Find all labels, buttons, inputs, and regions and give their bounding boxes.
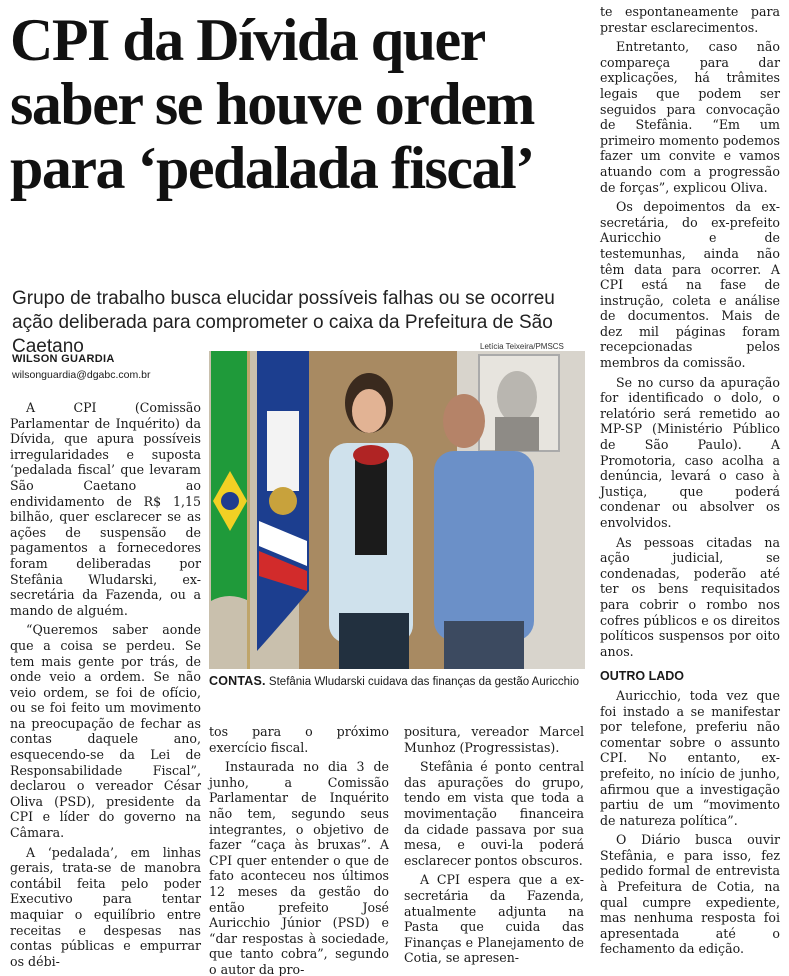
paragraph: A CPI (Comissão Parlamentar de Inquérito) da Dívida, que apura possíveis irregularidades e suposta ‘pedalada fiscal’ que levaram São Caetano ao endividamento de R$ 1,15 bilhão, quer esclarecer se as ações de suspensão de pagamentos a fornecedores foram deliberadas por Stefânia Wludarski, ex-secretária da Fazenda, ou a mando de alguém.	[10, 400, 201, 618]
subheadline: Grupo de trabalho busca elucidar possíveis falhas ou se ocorreu ação deliberada para comprometer o caixa da Prefeitura de São Caetano	[12, 288, 555, 357]
paragraph: Auricchio, toda vez que foi instado a se manifestar por telefone, preferiu não comentar sobre o assunto CPI. No entanto, ex-prefeito, no início de junho, afirmou que a investigação partiu de um “movimento de natureza política”.	[600, 687, 780, 828]
news-photo	[209, 351, 585, 669]
headline: CPI da Dívida quer saber se houve ordem para ‘pedalada fiscal’	[10, 7, 534, 201]
section-subtitle: OUTRO LADO	[600, 669, 685, 684]
paragraph: Se no curso da apuração for identificado o dolo, o relatório será remetido ao MP-SP (Ministério Público de São Paulo). A Promotoria, caso acolha a denúncia, levará o caso à Justiça, que poderá condenar ou absolver os envolvidos.	[600, 374, 780, 530]
article-column-3	[404, 724, 584, 970]
article-column-2	[209, 724, 389, 976]
article-column-4	[600, 4, 780, 961]
paragraph: “Queremos saber aonde que a coisa se perdeu. Se tem mais gente por trás, de onde veio a ordem. Se não veio ordem, se foi de ofício, ou se foi feito um movimento na preocupação de fechar as contas daquele ano, esquecendo-se da Lei de Responsabilidade Fiscal”, declarou o vereador César Oliva (PSD), presidente da CPI e líder do governo na Câmara.	[10, 622, 201, 841]
photo-illustration	[209, 351, 585, 669]
paragraph: Instaurada no dia 3 de junho, a Comissão Parlamentar de Inquérito não tem, segundo seus integrantes, o objetivo de fazer “caça às bruxas”. A CPI quer entender o que de fato aconteceu nos últimos 12 meses da gestão do então prefeito José Auricchio Júnior (PSD) e “dar respostas à sociedade, que tanto cobra”, segundo o autor da pro-	[209, 759, 389, 976]
paragraph: te espontaneamente para prestar esclarecimentos.	[600, 4, 780, 35]
author-name: WILSON GUARDIA	[12, 353, 115, 365]
paragraph: Os depoimentos da ex-secretária, do ex-prefeito Auricchio e de testemunhas, ainda não têm data para ocorrer. A CPI está na fase de instrução, coleta e análise de documentos. Mais de dez mil páginas foram recepcionadas pelos membros da comissão.	[600, 199, 780, 371]
paragraph: Entretanto, caso não compareça para dar explicações, há trâmites legais que podem ser seguidos para convocação de Stefânia. “Em um primeiro momento podemos fazer um convite e vamos atuando com a progressão de forças”, explicou Oliva.	[600, 39, 780, 195]
byline	[12, 351, 202, 383]
paragraph: As pessoas citadas na ação judicial, se condenadas, poderão até ter os bens requisitados para cobrir o rombo nos cofres públicos e os direitos políticos suspensos por oito anos.	[600, 534, 780, 659]
photo-caption	[209, 674, 589, 690]
paragraph: O Diário busca ouvir Stefânia, e para isso, fez pedido formal de entrevista à Prefeitura de Cotia, na qual cumpre expediente, mas nenhuma resposta foi apresentada até o fechamento da edição.	[600, 832, 780, 957]
article-column-1	[10, 400, 201, 973]
caption-kicker: CONTAS.	[209, 674, 266, 688]
author-email: wilsonguardia@dgabc.com.br	[12, 369, 151, 381]
paragraph: A CPI espera que a ex-secretária da Fazenda, atualmente adjunta na Pasta que cuida das Finanças e Planejamento de Cotia, se apresen-	[404, 872, 584, 966]
caption-text: Stefânia Wludarski cuidava das finanças da gestão Auricchio	[265, 676, 579, 688]
photo-credit: Letícia Teixeira/PMSCS	[480, 342, 564, 351]
paragraph: A ‘pedalada’, em linhas gerais, trata-se de manobra contábil feita pelo poder Executivo para tentar maquiar o equilíbrio entre receitas e despesas nas contas públicas e empurrar os débi-	[10, 844, 201, 969]
paragraph: positura, vereador Marcel Munhoz (Progressistas).	[404, 724, 584, 755]
paragraph: tos para o próximo exercício fiscal.	[209, 724, 389, 755]
paragraph: Stefânia é ponto central das apurações do grupo, tendo em vista que toda a movimentação financeira da cidade passava por sua mesa, e ouvi-la poderá esclarecer pontos obscuros.	[404, 759, 584, 868]
